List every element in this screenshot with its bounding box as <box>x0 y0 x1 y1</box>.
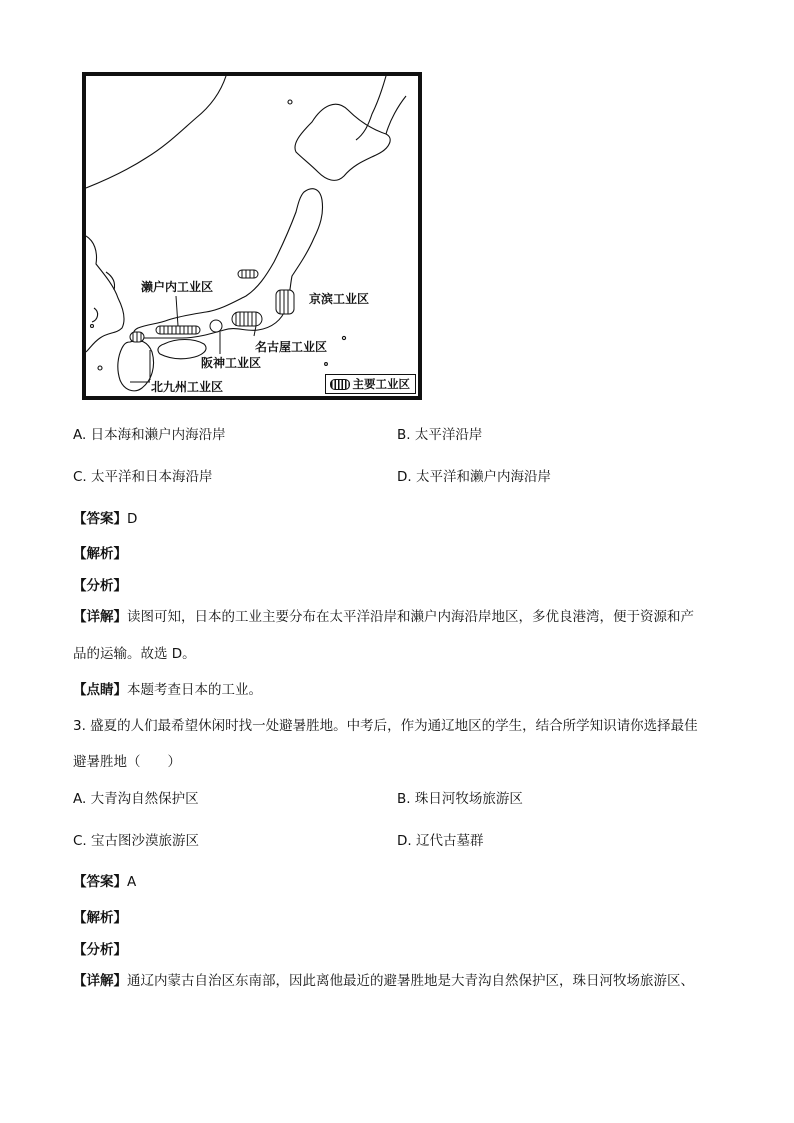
q2-dianjing-tag: 【点睛】 <box>73 682 127 698</box>
q2-detail-tag: 【详解】 <box>73 609 127 625</box>
setonaikai-zone-mark <box>156 326 200 334</box>
q3-detail-line1 <box>73 972 694 990</box>
mainland-coast <box>86 76 226 188</box>
q3-fenxi-heading: 【分析】 <box>73 942 127 958</box>
q3-analysis-heading: 【解析】 <box>73 910 127 926</box>
q3-answer-value: A <box>127 874 137 890</box>
honshu-island <box>134 189 323 338</box>
label-hanshin: 阪神工业区 <box>201 356 262 370</box>
q2-answer-value: D <box>127 511 138 527</box>
q3-option-c: C. 宝古图沙漠旅游区 <box>73 833 200 849</box>
shikoku-island <box>158 340 206 359</box>
q3-option-d: D. 辽代古墓群 <box>397 833 484 849</box>
q2-option-a: A. 日本海和濑户内海沿岸 <box>73 427 226 443</box>
q3-answer-tag: 【答案】 <box>73 874 127 890</box>
q2-dianjing <box>73 681 262 699</box>
kyushu-island <box>118 340 154 390</box>
q3-detail-tag: 【详解】 <box>73 973 127 989</box>
q2-analysis-heading: 【解析】 <box>73 546 127 562</box>
q2-option-b: B. 太平洋沿岸 <box>397 427 483 443</box>
label-setonaikai: 濑户内工业区 <box>141 280 214 294</box>
label-kitakyushu: 北九州工业区 <box>151 380 224 394</box>
legend-hatch-swatch <box>330 379 350 390</box>
q2-option-c: C. 太平洋和日本海沿岸 <box>73 469 213 485</box>
japan-sea-zone-mark <box>238 270 258 278</box>
hanshin-zone-mark <box>210 320 222 332</box>
q2-detail-line1 <box>73 608 694 626</box>
keihin-zone-mark <box>276 290 294 314</box>
label-nagoya: 名古屋工业区 <box>255 340 328 354</box>
q2-dianjing-text: 本题考查日本的工业。 <box>127 682 262 698</box>
q3-option-b: B. 珠日河牧场旅游区 <box>397 791 523 807</box>
q2-detail-text1: 读图可知，日本的工业主要分布在太平洋沿岸和濑户内海沿岸地区，多优良港湾，便于资源和产 <box>127 609 694 625</box>
q3-stem-line1: 3. 盛夏的人们最希望休闲时找一处避暑胜地。中考后，作为通辽地区的学生，结合所学知识请你选择最佳 <box>73 718 698 734</box>
q2-answer-tag: 【答案】 <box>73 511 127 527</box>
legend-text: 主要工业区 <box>352 377 410 391</box>
q3-option-a: A. 大青沟自然保护区 <box>73 791 199 807</box>
sakhalin <box>356 76 386 140</box>
q3-stem-line2: 避暑胜地（ ） <box>73 754 181 770</box>
map-legend <box>325 374 417 394</box>
japan-industrial-map <box>82 72 422 400</box>
q3-detail-text1: 通辽内蒙古自治区东南部，因此离他最近的避暑胜地是大青沟自然保护区，珠日河牧场旅游区、 <box>127 973 694 989</box>
q3-answer <box>73 873 136 891</box>
q2-option-d: D. 太平洋和濑户内海沿岸 <box>397 469 551 485</box>
korean-peninsula <box>86 236 124 352</box>
hokkaido-island <box>295 104 390 180</box>
q2-answer <box>73 510 137 528</box>
label-keihin: 京滨工业区 <box>309 292 370 306</box>
map-drawing <box>86 76 418 396</box>
q2-detail-line2: 品的运输。故选 D。 <box>73 646 196 662</box>
q2-fenxi-heading: 【分析】 <box>73 578 127 594</box>
